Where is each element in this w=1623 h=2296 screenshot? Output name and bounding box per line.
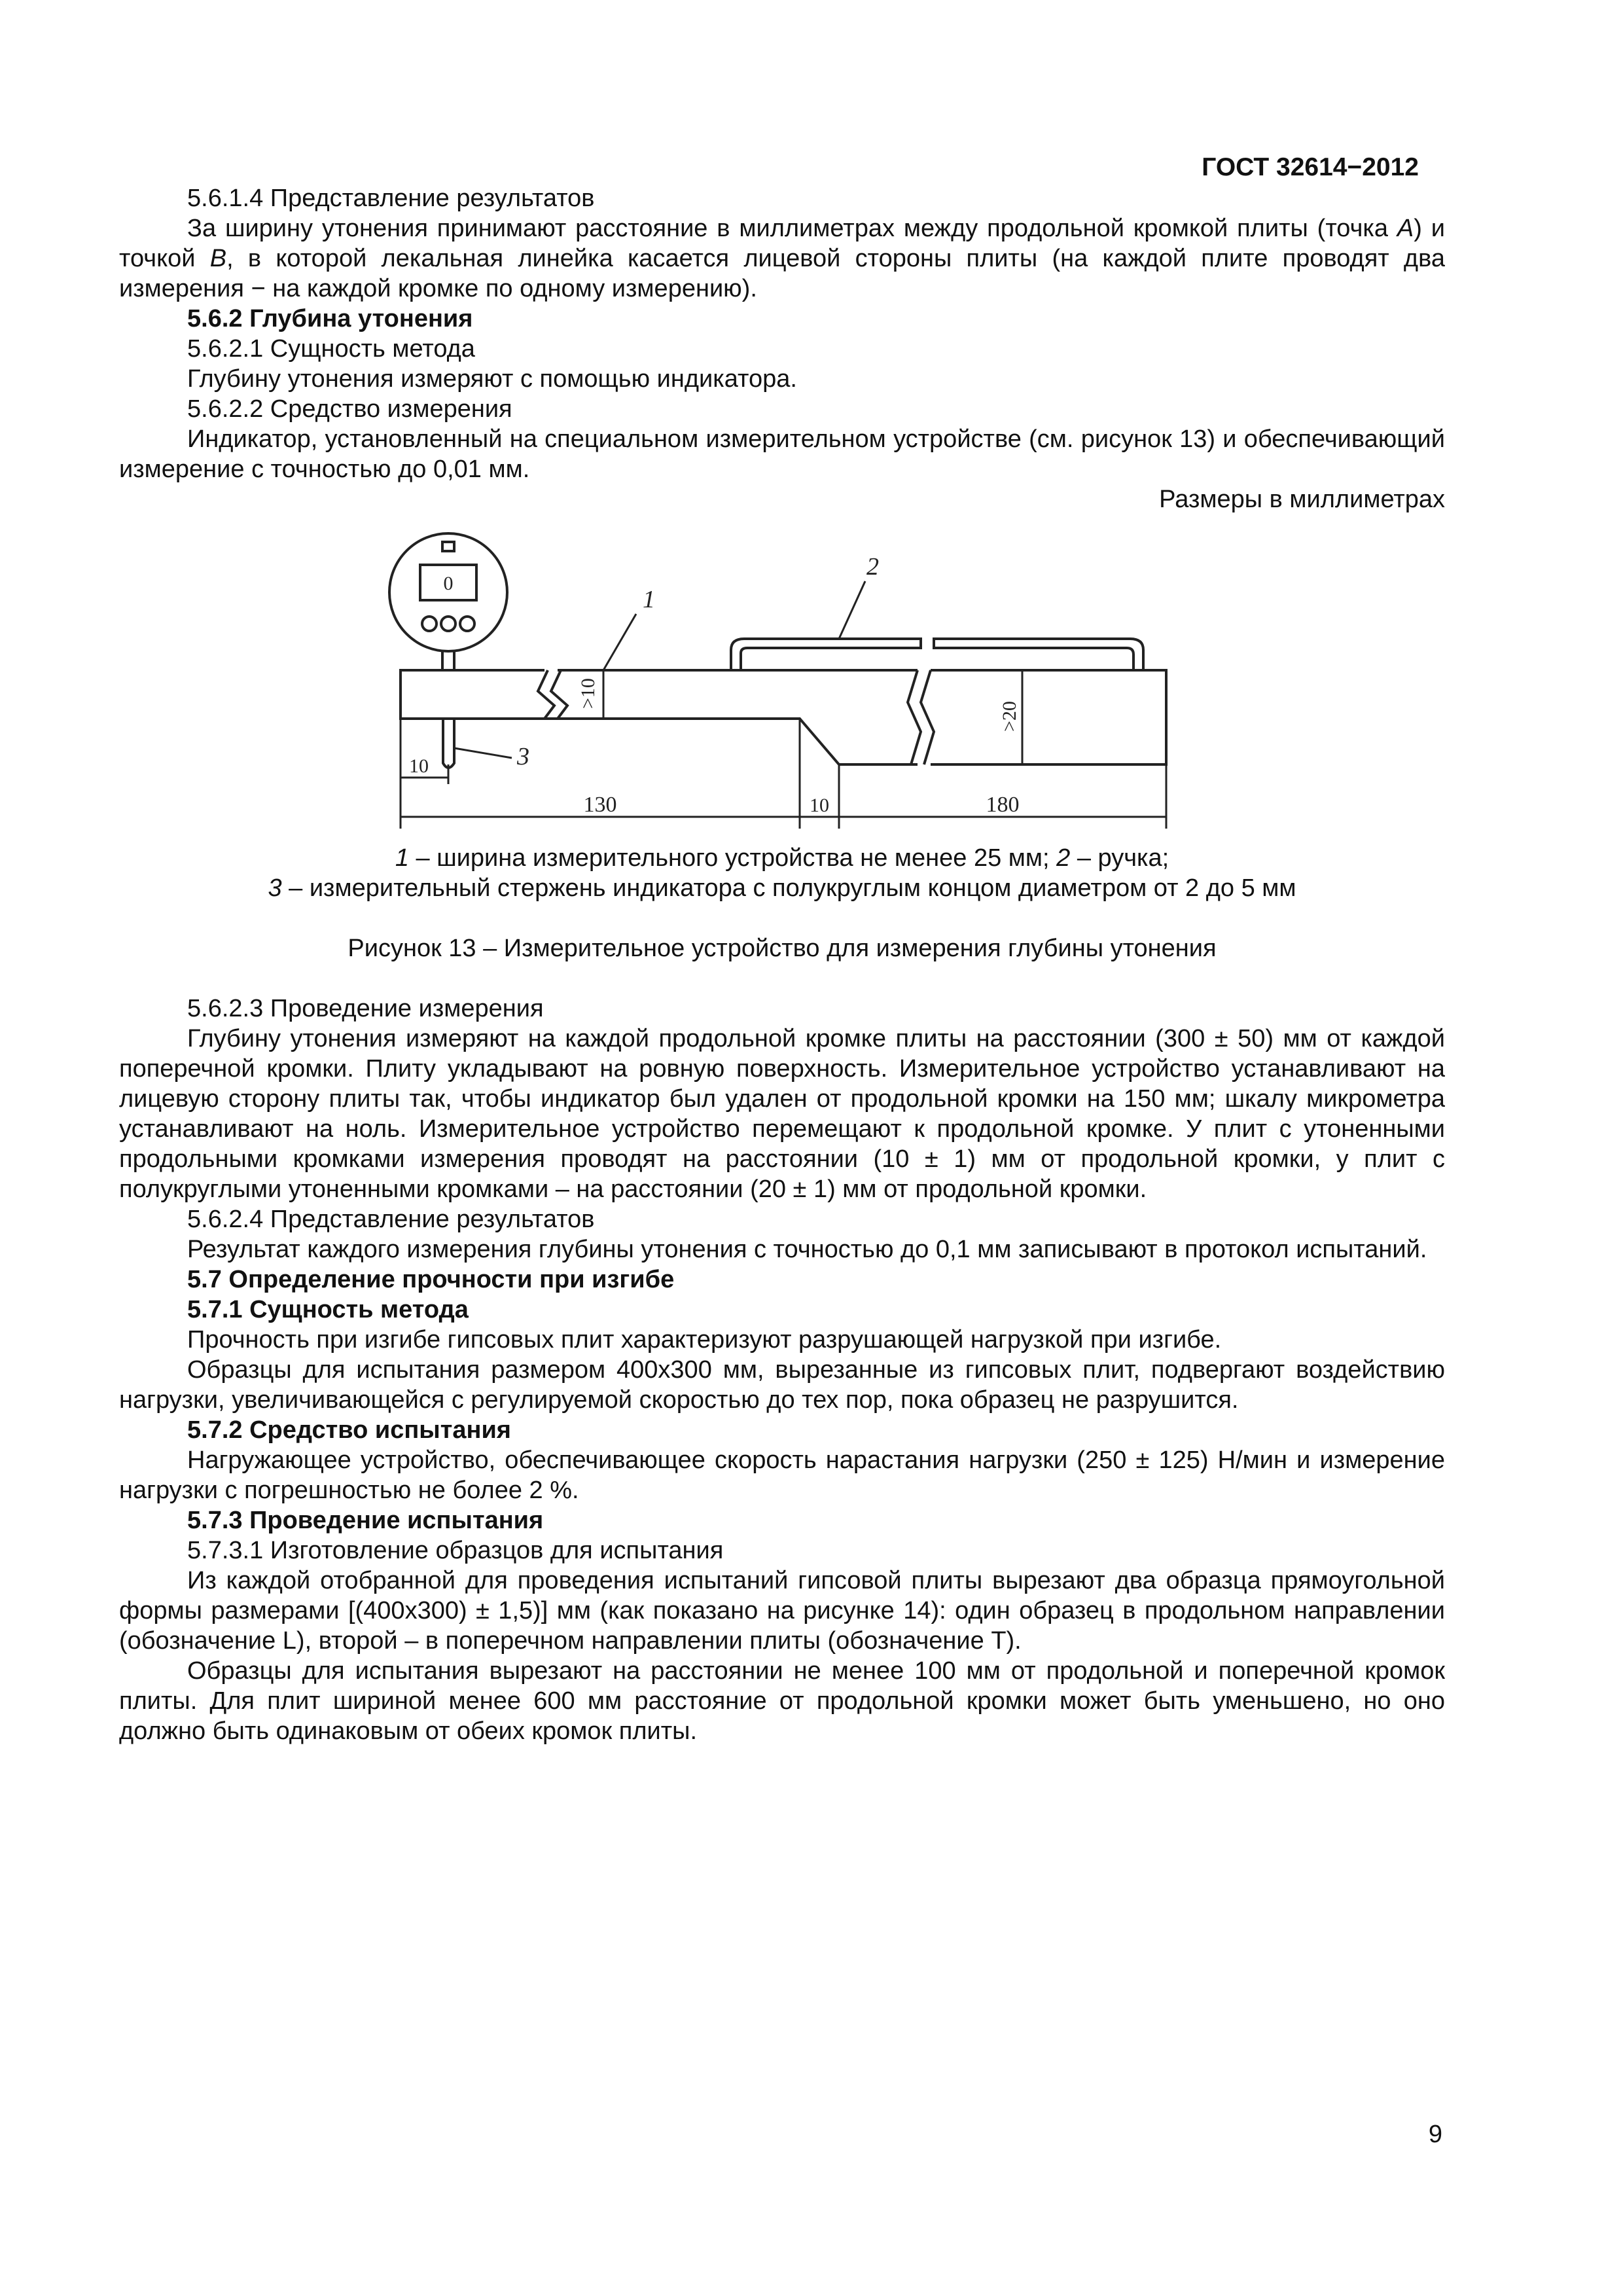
page-number: 9 (1428, 2121, 1442, 2148)
section-5-6-2-1-text: Глубину утонения измеряют с помощью индикатора. (187, 365, 797, 393)
section-5-7-1-text: Образцы для испытания размером 400х300 мм, вырезанные из гипсовых плит, подвергают воздействию нагрузки, увеличивающейся с регулируемой скоростью до тех пор, пока образец не разрушится. (119, 1356, 1445, 1414)
label-2: 2 (866, 553, 879, 581)
text-fragment: ) и точкой (119, 215, 1445, 272)
section-5-7-1-title: 5.7.1 Сущность метода (187, 1296, 469, 1323)
section-5-7-2-text: Нагружающее устройство, обеспечивающее скорость нарастания нагрузки (250 ± 125) Н/мин и измерение нагрузки с погрешностью не более 2 %. (119, 1446, 1445, 1504)
figure-caption: Рисунок 13 – Измерительное устройство для измерения глубины утонения (348, 935, 1217, 962)
handle (731, 639, 921, 670)
point-a-label: А (1397, 215, 1414, 242)
indicator-knob (422, 617, 437, 631)
section-5-7-3-1-text: Из каждой отобранной для проведения испытаний гипсовой плиты вырезают два образца прямоугольной формы размерами [(400х300) ± 1,5)] мм (как показано на рисунке 14): один образец в продольном направлении (обозначение L), второй – в поперечном направлении плиты (обозначение Т). (119, 1567, 1445, 1655)
document-header: ГОСТ 32614−2012 (1202, 153, 1419, 181)
dim-gt20-label: >20 (999, 701, 1020, 732)
section-5-6-1-4-title: 5.6.1.4 Представление результатов (187, 185, 595, 212)
legend-line (119, 843, 1445, 873)
indicator-button (442, 542, 454, 551)
label-1: 1 (643, 586, 655, 613)
legend-line (119, 873, 1445, 903)
section-5-6-2-1-title: 5.6.2.1 Сущность метода (187, 335, 475, 363)
document-body (119, 183, 1445, 1746)
indicator-knob (460, 617, 474, 631)
section-5-6-2-2-text: Индикатор, установленный на специальном измерительном устройстве (см. рисунок 13) и обеспечивающий измерение с точностью до 0,01 мм. (119, 425, 1445, 483)
section-5-7-title: 5.7 Определение прочности при изгибе (187, 1266, 675, 1293)
dim-10-stem-label: 10 (409, 755, 429, 777)
section-5-7-3-1-title: 5.7.3.1 Изготовление образцов для испытания (187, 1537, 724, 1564)
measuring-device-drawing (119, 516, 1445, 843)
dimensions-note: Размеры в миллиметрах (1159, 486, 1445, 513)
legend-num: 2 (1056, 844, 1071, 872)
legend-num: 3 (268, 874, 282, 902)
legend-text: – измерительный стержень индикатора с полукруглым концом диаметром от 2 до 5 мм (281, 874, 1296, 902)
indicator-knob (441, 617, 455, 631)
measuring-stem (443, 719, 454, 768)
label-3: 3 (517, 743, 529, 770)
legend-num: 1 (395, 844, 409, 872)
point-b-label: В (209, 245, 227, 272)
section-5-6-2-4-title: 5.6.2.4 Представление результатов (187, 1206, 595, 1233)
dim-gt10-label: >10 (577, 678, 599, 709)
section-5-6-2-4-text: Результат каждого измерения глубины утонения с точностью до 0,1 мм записывают в протокол испытаний. (187, 1236, 1427, 1263)
device-body-outline (931, 670, 1166, 764)
legend-text: – ширина измерительного устройства не менее 25 мм; (408, 844, 1057, 872)
device-body-outline (401, 670, 918, 764)
indicator-display-value: 0 (443, 573, 454, 594)
legend-text: – ручка; (1070, 844, 1169, 872)
text-fragment: , в которой лекальная линейка касается лицевой стороны плиты (на каждой плите проводят два измерения − на каждой кромке по одному измерению). (119, 245, 1445, 302)
figure-13-drawing (119, 516, 1445, 843)
text-fragment: За ширину утонения принимают расстояние в миллиметрах между продольной кромкой плиты (точка (187, 215, 1397, 242)
section-5-6-1-4-text (119, 213, 1445, 304)
section-5-6-2-title: 5.6.2 Глубина утонения (187, 305, 473, 332)
section-5-6-2-2-title: 5.6.2.2 Средство измерения (187, 395, 512, 423)
figure-legend (119, 843, 1445, 994)
dim-10-gap-label: 10 (810, 795, 829, 816)
section-5-6-2-3-title: 5.6.2.3 Проведение измерения (187, 995, 544, 1022)
section-5-7-3-1-text: Образцы для испытания вырезают на расстоянии не менее 100 мм от продольной и поперечной кромок плиты. Для плит шириной менее 600 мм расстояние от продольной кромки может быть уменьшено, но оно должно быть одинаковым от обеих кромок плиты. (119, 1657, 1445, 1745)
dim-130-label: 130 (583, 793, 617, 817)
section-5-6-2-3-text: Глубину утонения измеряют на каждой продольной кромке плиты на расстоянии (300 ± 50) мм от каждой поперечной кромки. Плиту укладывают на ровную поверхность. Измерительное устройство устанавливают на лицевую сторону плиты так, чтобы индикатор был удален от продольной кромки на 150 мм; шкалу микрометра устанавливают на ноль. Измерительное устройство перемещают к продольной кромке. У плит с утоненными продольными кромками измерения проводят на расстоянии (10 ± 1) мм от продольной кромки, у плит с полукруглыми утоненными кромками – на расстоянии (20 ± 1) мм от продольной кромки. (119, 1025, 1445, 1203)
dim-180-label: 180 (986, 793, 1020, 817)
section-5-7-3-title: 5.7.3 Проведение испытания (187, 1507, 544, 1534)
section-5-7-2-title: 5.7.2 Средство испытания (187, 1416, 511, 1444)
section-5-7-1-text: Прочность при изгибе гипсовых плит характеризуют разрушающей нагрузкой при изгибе. (187, 1326, 1222, 1354)
